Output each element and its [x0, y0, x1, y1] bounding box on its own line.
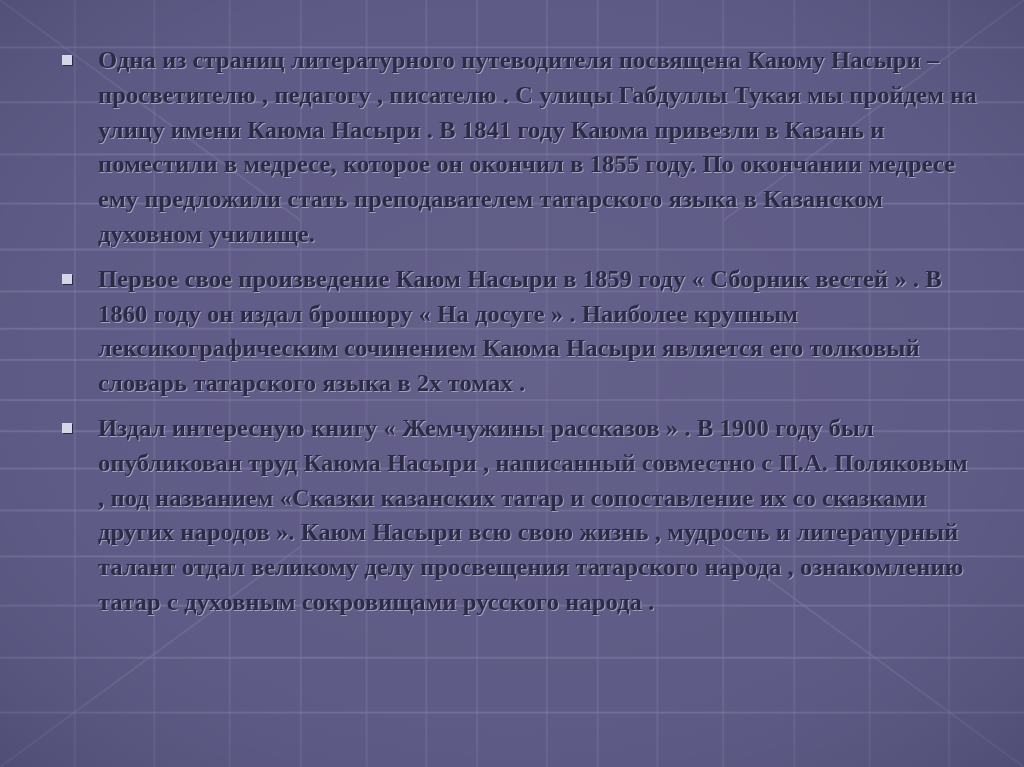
- square-bullet-icon: [62, 274, 72, 284]
- bullet-item: [60, 263, 980, 402]
- bullet-item: [60, 44, 980, 253]
- slide-content: [60, 44, 980, 631]
- bullet-item: [60, 412, 980, 621]
- bullet-text: Одна из страниц литературного путеводителя посвящена Каюму Насыри – просветителю , педагогу , писателю . С улицы Габдуллы Тукая мы пройдем на улицу имени Каюма Насыри . В 1841 году Каюма привезли в Казань и поместили в медресе, которое он окончил в 1855 году. По окончании медресе ему предложили стать преподавателем татарского языка в Казанском духовном училище.: [98, 47, 977, 248]
- square-bullet-icon: [62, 55, 72, 65]
- square-bullet-icon: [62, 423, 72, 433]
- bullet-text: Первое свое произведение Каюм Насыри в 1859 году « Сборник вестей » . В 1860 году он издал брошюру « На досуге » . Наиболее крупным лексикографическим сочинением Каюма Насыри является его толковый словарь татарского языка в 2х томах .: [98, 265, 942, 398]
- bullet-text: Издал интересную книгу « Жемчужины рассказов » . В 1900 году был опубликован труд Каюма Насыри , написанный совместно с П.А. Поляковым , под названием «Сказки казанских татар и сопоставление их со сказками других народов ». Каюм Насыри всю свою жизнь , мудрость и литературный талант отдал великому делу просвещения татарского народа , ознакомлению татар с духовным сокровищами русского народа .: [98, 414, 968, 616]
